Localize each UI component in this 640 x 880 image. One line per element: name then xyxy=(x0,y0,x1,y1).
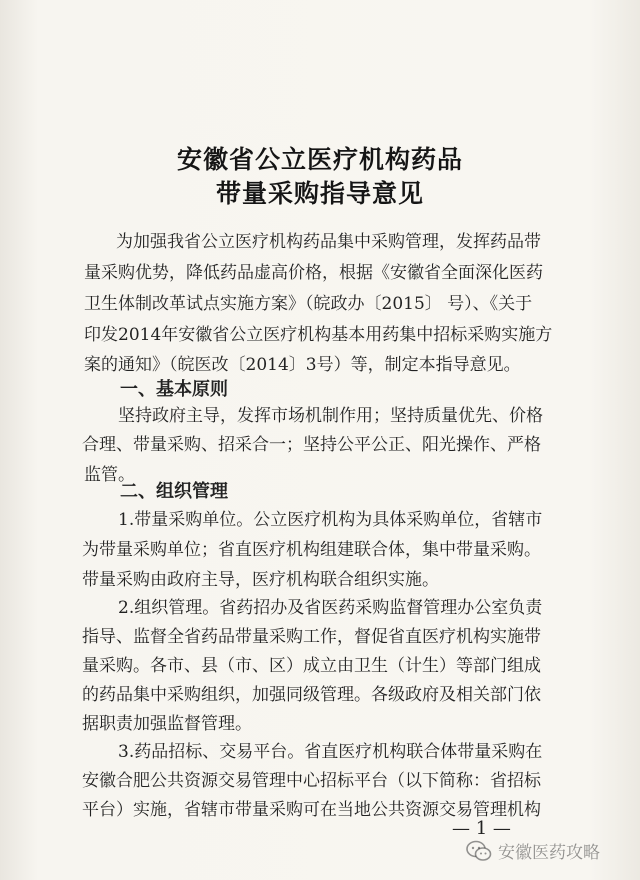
document-title-line-1: 安徽省公立医疗机构药品 xyxy=(176,145,463,174)
watermark xyxy=(466,838,600,863)
watermark-text: 安徽医药攻略 xyxy=(498,843,600,863)
paragraph-line: 带量采购由政府主导，医疗机构联合组织实施。 xyxy=(82,570,439,590)
paragraph-line: 指导、监督全省药品带量采购工作，督促省直医疗机构实施带 xyxy=(82,627,541,647)
paragraph-line: 为带量采购单位；省直医疗机构组建联合体，集中带量采购。 xyxy=(82,540,541,560)
paragraph-line: 3.药品招标、交易平台。省直医疗机构联合体带量采购在 xyxy=(118,742,543,762)
paragraph-line: 据职责加强监督管理。 xyxy=(82,714,252,734)
paragraph-line: 的药品集中采购组织，加强同级管理。各级政府及相关部门依 xyxy=(82,685,541,705)
paragraph-line: 合理、带量采购、招采合一；坚持公平公正、阳光操作、严格 xyxy=(82,435,541,455)
paragraph-line: 量采购优势，降低药品虚高价格，根据《安徽省全面深化医药 xyxy=(84,263,543,283)
paragraph-line: 监管。 xyxy=(84,465,135,485)
section-heading-principles: 一、基本原则 xyxy=(120,379,228,400)
paragraph-line: 案的通知》（皖医改〔2014〕3号）等，制定本指导意见。 xyxy=(84,355,521,375)
paragraph-line: 安徽合肥公共资源交易管理中心招标平台（以下简称：省招标 xyxy=(82,771,541,791)
paragraph-line: 为加强我省公立医疗机构药品集中采购管理，发挥药品带 xyxy=(116,232,541,252)
paragraph-line: 2.组织管理。省药招办及省医药采购监督管理办公室负责 xyxy=(118,598,543,618)
paragraph-line: 印发2014年安徽省公立医疗机构基本用药集中招标采购实施方 xyxy=(84,325,553,345)
document-title-line-2: 带量采购指导意见 xyxy=(215,179,424,208)
paragraph-line: 坚持政府主导，发挥市场机制作用；坚持质量优先、价格 xyxy=(118,406,543,426)
paragraph-line: 卫生体制改革试点实施方案》（皖政办〔2015〕 号）、《关于 xyxy=(84,294,533,314)
page-number: — 1 — xyxy=(452,818,511,839)
section-heading-organization: 二、组织管理 xyxy=(120,481,228,502)
wechat-icon xyxy=(466,840,492,862)
paragraph-line: 量采购。各市、县（市、区）成立由卫生（计生）等部门组成 xyxy=(82,656,541,676)
paragraph-line: 平台）实施，省辖市带量采购可在当地公共资源交易管理机构 xyxy=(82,800,541,820)
paragraph-line: 1.带量采购单位。公立医疗机构为具体采购单位，省辖市 xyxy=(118,510,543,530)
